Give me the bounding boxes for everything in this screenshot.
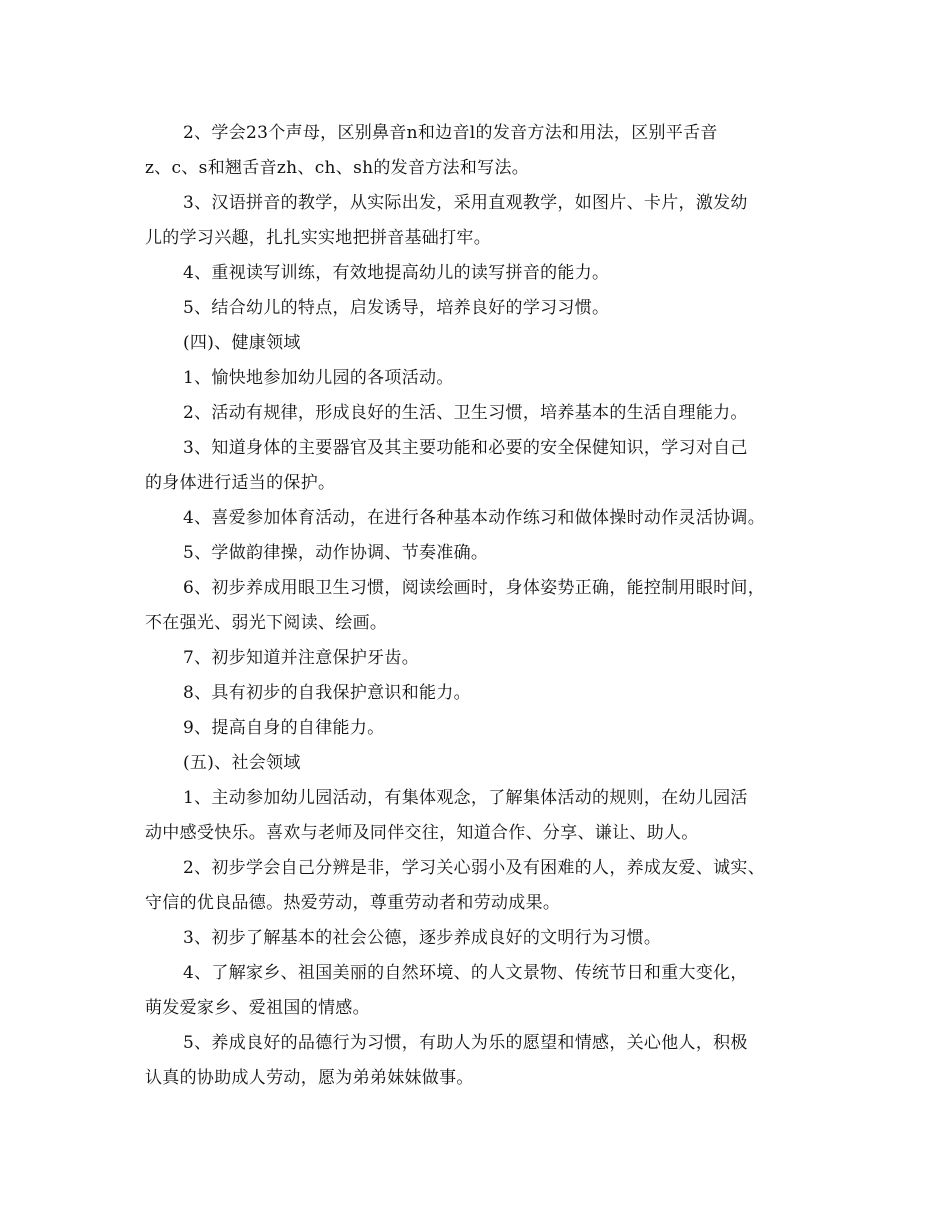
paragraph-health-3 (145, 431, 800, 501)
text-line: 3、汉语拼音的教学，从实际出发，采用直观教学，如图片、卡片，激发幼 (183, 193, 748, 213)
paragraph-health-2 (145, 396, 800, 431)
paragraph-health-7 (145, 641, 800, 676)
heading-text: (五)、社会领域 (183, 753, 301, 773)
text-line: 萌发爱家乡、爱祖国的情感。 (145, 998, 370, 1018)
paragraph-social-1 (145, 781, 800, 851)
section-heading-social (145, 746, 800, 781)
text-line: 的身体进行适当的保护。 (145, 473, 336, 493)
paragraph-study-habits (145, 291, 800, 326)
text-line: 2、初步学会自己分辨是非，学习关心弱小及有困难的人，养成友爱、诚实、 (183, 858, 766, 878)
text-line: 8、具有初步的自我保护意识和能力。 (183, 683, 471, 703)
paragraph-reading-writing (145, 256, 800, 291)
text-line: 6、初步养成用眼卫生习惯，阅读绘画时，身体姿势正确，能控制用眼时间， (183, 578, 766, 598)
paragraph-social-4 (145, 956, 800, 1026)
text-line: 1、主动参加幼儿园活动，有集体观念，了解集体活动的规则，在幼儿园活 (183, 788, 748, 808)
text-line: 7、初步知道并注意保护牙齿。 (183, 648, 420, 668)
text-line: 5、学做韵律操，动作协调、节奏准确。 (183, 543, 489, 563)
text-line: 4、重视读写训练，有效地提高幼儿的读写拼音的能力。 (183, 263, 610, 283)
text-line: 1、愉快地参加幼儿园的各项活动。 (183, 368, 454, 388)
paragraph-social-3 (145, 921, 800, 956)
text-line: 守信的优良品德。热爱劳动，尊重劳动者和劳动成果。 (145, 893, 561, 913)
document-body (145, 116, 800, 1096)
text-line: 2、活动有规律，形成良好的生活、卫生习惯，培养基本的生活自理能力。 (183, 403, 748, 423)
text-line: 4、喜爱参加体育活动，在进行各种基本动作练习和做体操时动作灵活协调。 (183, 508, 766, 528)
paragraph-health-4 (145, 501, 800, 536)
paragraph-social-2 (145, 851, 800, 921)
text-line: z、c、s和翘舌音zh、ch、sh的发音方法和写法。 (145, 158, 530, 178)
paragraph-social-5 (145, 1026, 800, 1096)
paragraph-health-9 (145, 711, 800, 746)
heading-text: (四)、健康领域 (183, 333, 301, 353)
text-line: 儿的学习兴趣，扎扎实实地把拼音基础打牢。 (145, 228, 491, 248)
text-line: 认真的协助成人劳动，愿为弟弟妹妹做事。 (145, 1068, 474, 1088)
text-line: 3、知道身体的主要器官及其主要功能和必要的安全保健知识，学习对自己 (183, 438, 748, 458)
text-line: 5、养成良好的品德行为习惯，有助人为乐的愿望和情感，关心他人，积极 (183, 1033, 748, 1053)
paragraph-health-5 (145, 536, 800, 571)
text-line: 4、了解家乡、祖国美丽的自然环境、的人文景物、传统节日和重大变化， (183, 963, 748, 983)
paragraph-health-6 (145, 571, 800, 641)
paragraph-health-8 (145, 676, 800, 711)
text-line: 不在强光、弱光下阅读、绘画。 (145, 613, 388, 633)
text-line: 3、初步了解基本的社会公德，逐步养成良好的文明行为习惯。 (183, 928, 662, 948)
paragraph-pinyin-teaching (145, 186, 800, 256)
paragraph-health-1 (145, 361, 800, 396)
text-line: 5、结合幼儿的特点，启发诱导，培养良好的学习习惯。 (183, 298, 610, 318)
paragraph-initials (145, 116, 800, 186)
text-line: 9、提高自身的自律能力。 (183, 718, 385, 738)
text-line: 动中感受快乐。喜欢与老师及同伴交往，知道合作、分享、谦让、助人。 (145, 823, 699, 843)
text-line: 2、学会23个声母，区别鼻音n和边音l的发音方法和用法，区别平舌音 (183, 123, 718, 143)
section-heading-health (145, 326, 800, 361)
